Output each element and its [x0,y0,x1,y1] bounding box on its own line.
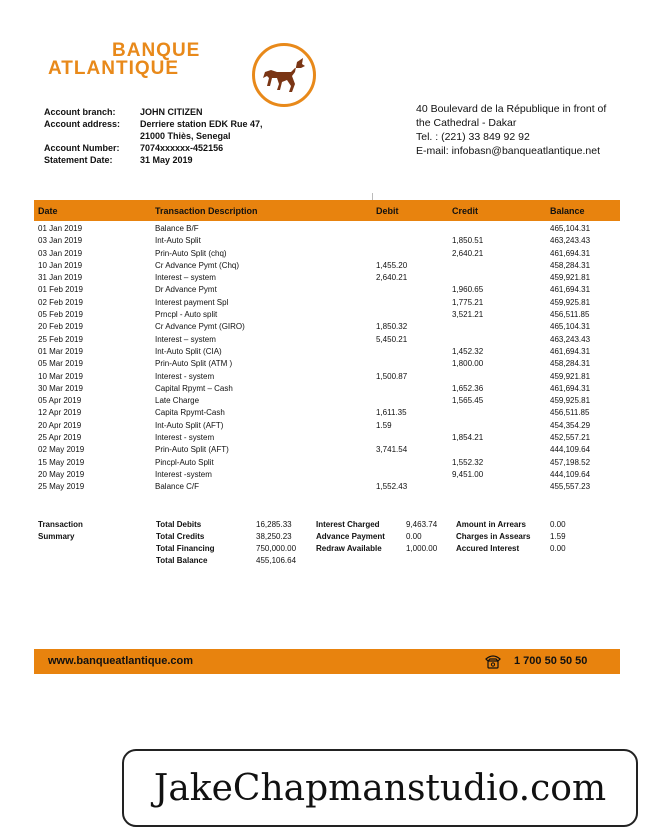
cell-balance: 444,109.64 [550,445,591,455]
table-row [34,321,620,333]
cell-balance: 461,694.31 [550,346,591,356]
cell-credit: 1,775.21 [452,297,484,307]
cell-date: 20 Feb 2019 [38,322,83,332]
bank-phone: Tel. : (221) 33 849 92 92 [416,131,530,143]
cell-debit: 1,850.32 [376,322,408,332]
cell-debit: 1,552.43 [376,482,408,492]
cell-debit: 1,500.87 [376,371,408,381]
interest-charged-label: Interest Charged [316,520,380,529]
cell-balance: 461,694.31 [550,383,591,393]
header-debit: Debit [376,205,399,216]
cell-desc: Cr Advance Pymt (Chq) [155,260,240,270]
cell-credit: 9,451.00 [452,469,484,479]
telephone-icon [484,653,502,669]
account-address-line2: 21000 Thiès, Senegal [140,131,231,141]
cell-balance: 458,284.31 [550,260,591,270]
cell-balance: 459,925.81 [550,297,591,307]
website-link[interactable]: www.banqueatlantique.com [48,655,194,667]
table-row [34,432,620,444]
cell-desc: Interest – system [155,273,216,283]
cell-debit: 1.59 [376,420,392,430]
cell-date: 31 Jan 2019 [38,273,83,283]
cell-desc: Cr Advance Pymt (GIRO) [155,322,245,332]
watermark-box [122,749,638,827]
table-row [34,457,620,469]
cell-balance: 459,925.81 [550,396,591,406]
cell-debit: 3,741.54 [376,445,408,455]
cell-balance: 456,511.85 [550,310,590,320]
bank-address-line2: the Cathedral - Dakar [416,117,517,129]
cell-date: 10 Mar 2019 [38,371,83,381]
cell-desc: Interest - system [155,371,215,381]
table-row [34,407,620,419]
statement-date-value: 31 May 2019 [140,155,193,165]
bank-email: E-mail: infobasn@banqueatlantique.net [416,145,601,157]
cell-date: 05 Apr 2019 [38,396,82,406]
cell-desc: Dr Advance Pymt [155,285,217,295]
table-row [34,420,620,432]
header-description: Transaction Description [155,205,258,216]
cell-credit: 1,850.51 [452,236,484,246]
cell-balance: 454,354.29 [550,420,591,430]
table-row [34,395,620,407]
table-row [34,297,620,309]
brand-name-line1: BANQUE [112,40,201,61]
table-row [34,444,620,456]
cell-date: 30 Mar 2019 [38,383,83,393]
cell-desc: Int-Auto Split (CIA) [155,346,222,356]
total-financing-value: 750,000.00 [256,544,297,553]
cell-credit: 1,452.32 [452,346,484,356]
cell-balance: 463,243.43 [550,236,591,246]
header-credit: Credit [452,205,479,216]
account-address-label: Account address: [44,119,121,129]
cell-desc: Late Charge [155,396,200,406]
account-details [44,106,300,166]
summary-title-line2: Summary [38,532,75,541]
cell-balance: 458,284.31 [550,359,591,369]
horse-logo-icon [252,43,316,107]
cell-credit: 1,565.45 [452,396,484,406]
account-number-value: 7074xxxxxx-452156 [140,143,224,153]
cell-date: 25 Apr 2019 [38,433,82,443]
cell-credit: 3,521.21 [452,310,484,320]
table-row [34,481,620,493]
cell-desc: Capital Rpymt – Cash [155,383,233,393]
interest-charged-value: 9,463.74 [406,520,438,529]
cell-date: 25 Feb 2019 [38,334,83,344]
cell-balance: 459,921.81 [550,273,591,283]
redraw-available-value: 1,000.00 [406,544,438,553]
advance-payment-value: 0.00 [406,532,422,541]
bank-address-line1: 40 Boulevard de la République in front of [416,103,607,115]
cell-balance: 463,243.43 [550,334,591,344]
cell-desc: Prncpl - Auto split [155,310,218,320]
brand-name-line2: ATLANTIQUE [48,58,180,79]
cell-date: 05 Mar 2019 [38,359,83,369]
accrued-interest-value: 0.00 [550,544,566,553]
table-row [34,260,620,272]
cell-desc: Balance B/F [155,224,199,233]
header-date: Date [38,205,58,216]
cell-balance: 456,511.85 [550,408,590,418]
watermark-text: JakeChapmanstudio.com [153,767,607,809]
cell-date: 10 Jan 2019 [38,260,83,270]
table-body [34,221,620,494]
cell-credit: 2,640.21 [452,248,484,258]
cell-debit: 1,611.35 [376,408,407,418]
cell-desc: Prin-Auto Split (chq) [155,248,227,258]
charges-in-arrears-value: 1.59 [550,532,566,541]
cell-date: 01 Mar 2019 [38,346,83,356]
cell-credit: 1,800.00 [452,359,484,369]
cell-balance: 452,557.21 [550,433,591,443]
table-row [34,383,620,395]
total-credits-label: Total Credits [156,532,205,541]
cell-desc: Interest - system [155,433,215,443]
cell-credit: 1,854.21 [452,433,484,443]
cell-credit: 1,652.36 [452,383,484,393]
amount-in-arrears-label: Amount in Arrears [456,520,526,529]
redraw-available-label: Redraw Available [316,544,382,553]
cell-desc: Int-Auto Split [155,236,201,246]
cell-date: 02 Feb 2019 [38,297,83,307]
cell-desc: Prin-Auto Split (ATM ) [155,359,233,369]
total-balance-label: Total Balance [156,556,208,565]
account-number-label: Account Number: [44,143,120,153]
total-credits-value: 38,250.23 [256,532,292,541]
cell-balance: 461,694.31 [550,285,591,295]
bank-logo [48,42,200,78]
cell-desc: Prin-Auto Split (AFT) [155,445,229,455]
bank-address [416,102,606,158]
table-row [34,272,620,284]
advance-payment-label: Advance Payment [316,532,385,541]
cell-date: 03 Jan 2019 [38,248,83,258]
transactions-table [34,200,620,494]
cell-balance: 465,104.31 [550,322,591,332]
accrued-interest-label: Accured Interest [456,544,520,553]
table-row [34,371,620,383]
cell-desc: Interest payment Spl [155,297,229,307]
cell-date: 03 Jan 2019 [38,236,83,246]
total-debits-label: Total Debits [156,520,202,529]
statement-date-label: Statement Date: [44,155,113,165]
total-financing-label: Total Financing [156,544,215,553]
amount-in-arrears-value: 0.00 [550,520,566,529]
table-row [34,358,620,370]
cell-desc: Balance C/F [155,482,200,492]
table-row [34,309,620,321]
cell-debit: 1,455.20 [376,260,408,270]
cell-desc: Pincpl-Auto Split [155,457,214,467]
table-row [34,346,620,358]
cell-credit: 1,552.32 [452,457,484,467]
cell-debit: 5,450.21 [376,334,408,344]
cell-date: 25 May 2019 [38,482,85,492]
summary-title-line1: Transaction [38,520,83,529]
table-row [34,235,620,247]
phone-number: 1 700 50 50 50 [514,655,588,667]
account-address-line1: Derriere station EDK Rue 47, [140,119,263,129]
table-header [34,200,620,221]
total-balance-value: 455,106.64 [256,556,297,565]
cell-date: 01 Feb 2019 [38,285,83,295]
header-balance: Balance [550,205,585,216]
table-row [34,223,620,235]
cell-balance: 455,557.23 [550,482,591,492]
cell-desc: Int-Auto Split (AFT) [155,420,224,430]
total-debits-value: 16,285.33 [256,520,292,529]
cell-date: 20 May 2019 [38,469,85,479]
cell-balance: 465,104.31 [550,224,591,233]
cell-balance: 444,109.64 [550,469,591,479]
cell-credit: 1,960.65 [452,285,484,295]
cell-desc: Interest – system [155,334,216,344]
cell-balance: 459,921.81 [550,371,591,381]
cell-balance: 461,694.31 [550,248,591,258]
cell-date: 20 Apr 2019 [38,420,82,430]
table-row [34,469,620,481]
cell-date: 12 Apr 2019 [38,408,82,418]
cell-date: 01 Jan 2019 [38,224,83,233]
cell-desc: Interest -system [155,469,212,479]
footer-bar [34,649,620,674]
cell-date: 02 May 2019 [38,445,85,455]
table-row [34,334,620,346]
charges-in-arrears-label: Charges in Assears [456,532,531,541]
cell-debit: 2,640.21 [376,273,408,283]
table-row [34,284,620,296]
cell-desc: Capita Rpymt-Cash [155,408,225,418]
account-branch-value: JOHN CITIZEN [140,107,203,117]
cell-balance: 457,198.52 [550,457,591,467]
cell-date: 15 May 2019 [38,457,85,467]
cell-date: 05 Feb 2019 [38,310,83,320]
account-branch-label: Account branch: [44,107,116,117]
table-row [34,248,620,260]
